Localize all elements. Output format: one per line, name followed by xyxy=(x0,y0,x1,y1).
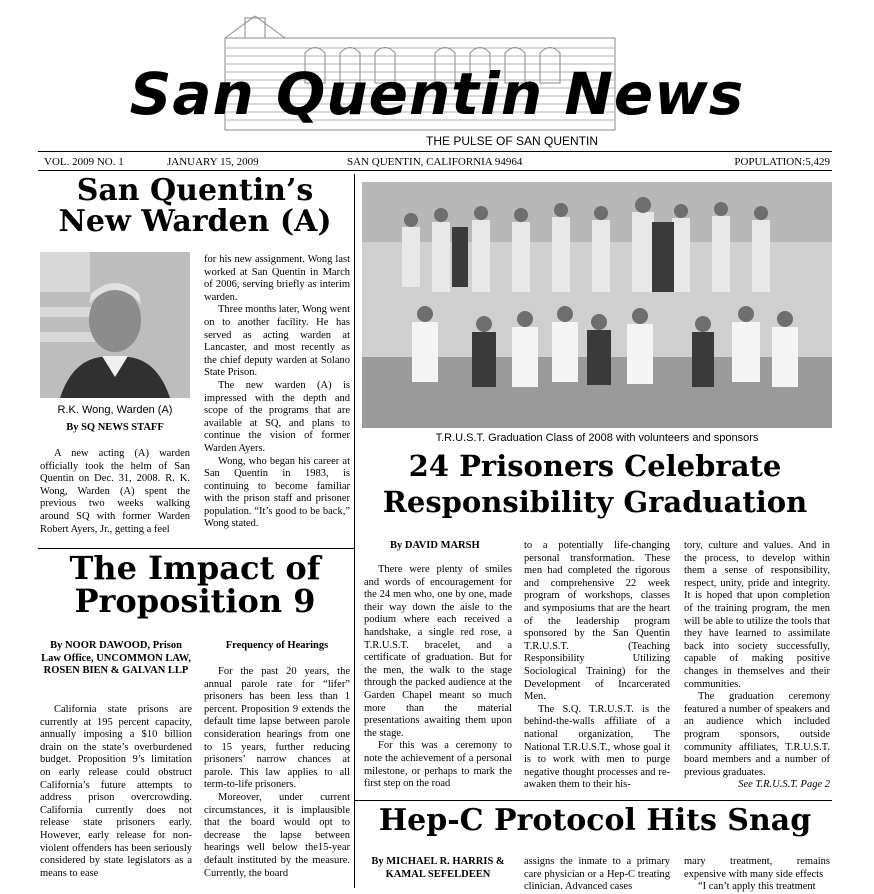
hepc-col2: assigns the inmate to a primary care physician or a Hep-C treating clinician. Advanced cases xyxy=(524,856,670,893)
prop9-subhead: Frequency of Hearings xyxy=(225,640,329,651)
graduation-photo-caption: T.R.U.S.T. Graduation Class of 2008 with volunteers and sponsors xyxy=(435,432,759,444)
trust-col3: tory, culture and values. And in the process, to develop within them a sense of responsibility, respect, unity, pride and integrity. It is hoped that upon completion of the training program, the men will be able to utilize the tools that they have learned to assimilate back into society successfully, capable of making positive changes in themselves and their communities. The graduation ceremony featured a number of speakers and an audience which included program sponsors, outside community affiliates, T.R.U.S.T. board members and a number of previous graduates. See T.R.U.S.T. Page 2 xyxy=(684,540,830,791)
warden-col1: A new acting (A) warden officially took the helm of San Quentin on Dec. 31, 2008. R. K. Wong, Warden (A) spent the previous two weeks walking around SQ with former Warden Robert Ayers, Jr., getting a feel xyxy=(40,448,190,535)
warden-photo-caption: R.K. Wong, Warden (A) xyxy=(57,404,173,416)
prop9-col1: California state prisons are currently at 195 percent capacity, annually imposing a $10 billion drain on the state’s overburdened budget. Proposition 9’s limitation on early release could obstruct California’s future attempts to address prison overcrowding. California currently does not release state prisoners early. However, early release for non-violent offenders has been seriously considered by state legislators as a means to ease xyxy=(40,704,192,879)
hepc-byline: By MICHAEL R. HARRIS & KAMAL SEFELDEEN xyxy=(371,856,505,880)
hepc-col3: mary treatment, remains expensive with many side effects “I can’t apply this treatment xyxy=(684,856,830,893)
prop9-col2: For the past 20 years, the annual parole rate for “lifer” prisoners has been less than 1 percent. Proposition 9 extends the default time lapse between parole consideration hearings from one to 15 years, further reducing prisoners’ narrow chances at parole. This law applies to all term-to-life prisoners. Moreover, under current circumstances, it is implausible that the board would opt to decrease the lapse between hearings well below the15-year default instituted by the measure. Currently, the board xyxy=(204,666,350,879)
trust-continued-link[interactable]: See T.R.U.S.T. Page 2 xyxy=(738,779,830,791)
prop9-byline: By NOOR DAWOOD, Prison Law Office, UNCOMMON LAW, ROSEN BIEN & GALVAN LLP xyxy=(41,640,191,677)
trust-col2: to a potentially life-changing personal transformation. These men had completed the rigorous and comprehensive 22 week program of workshops, classes and symposiums that are the heart of the leadership program sponsored by the San Quentin T.R.U.S.T. (Teaching Responsibility Utilizing Sociological Training) for the Development of Incarcerated Men. The S.Q. T.R.U.S.T. is the behind-the-walls affiliate of a national organization, The National T.R.U.S.T., whose goal it is to work with men to purge negative thought processes and re-awaken them to their his- xyxy=(524,540,670,791)
info-bar-rule xyxy=(38,170,832,171)
trust-col1: There were plenty of smiles and words of encouragement for the 24 men who, one by one, made their way down the aisle to the podium where each received a handshake, a single red rose, a T.R.U.S.T. bracelet, and a certificate of graduation. But for the men, the walk to the stage through the packed audience at the Garden Chapel meant so much more than the material presentations awaiting them upon the stage. For this was a ceremony to note the achievement of a personal milestone, or perhaps to mark the first step on the road xyxy=(364,564,512,790)
warden-headline: San Quentin’s New Warden (A) xyxy=(58,173,332,239)
tagline: THE PULSE OF SAN QUENTIN xyxy=(426,134,599,148)
top-rule xyxy=(38,151,832,152)
trust-byline: By DAVID MARSH xyxy=(390,540,480,551)
prop9-headline: The Impact of Proposition 9 xyxy=(69,549,321,620)
graduation-photo xyxy=(362,182,832,428)
column-divider xyxy=(354,174,355,888)
trust-headline: 24 Prisoners Celebrate Responsibility Graduation xyxy=(382,449,808,519)
section-divider-right xyxy=(355,800,832,801)
warden-byline: By SQ NEWS STAFF xyxy=(66,422,164,433)
issue-population: POPULATION:5,429 xyxy=(734,156,830,168)
warden-photo xyxy=(40,252,190,398)
hepc-headline: Hep-C Protocol Hits Snag xyxy=(378,803,812,838)
warden-col2: for his new assignment. Wong last worked at San Quentin in March of 2006, serving briefly as interim warden. Three months later, Wong went on to another facility. He has served as acting warden at Lancaster, and most recently as the chief deputy warden at Solano State Prison. The new warden (A) is impressed with the depth and scope of the programs that are available at SQ, and plans to continue the vision of former Warden Ayers. Wong, who began his career at San Quentin in 1983, is continuing to become familiar with the prison staff and prisoner population. “It’s good to be back,” Wong stated. xyxy=(204,254,350,530)
issue-location: SAN QUENTIN, CALIFORNIA 94964 xyxy=(347,156,523,168)
issue-date: JANUARY 15, 2009 xyxy=(167,156,259,168)
newspaper-title: San Quentin News xyxy=(129,60,745,128)
issue-volume: VOL. 2009 NO. 1 xyxy=(44,156,124,168)
